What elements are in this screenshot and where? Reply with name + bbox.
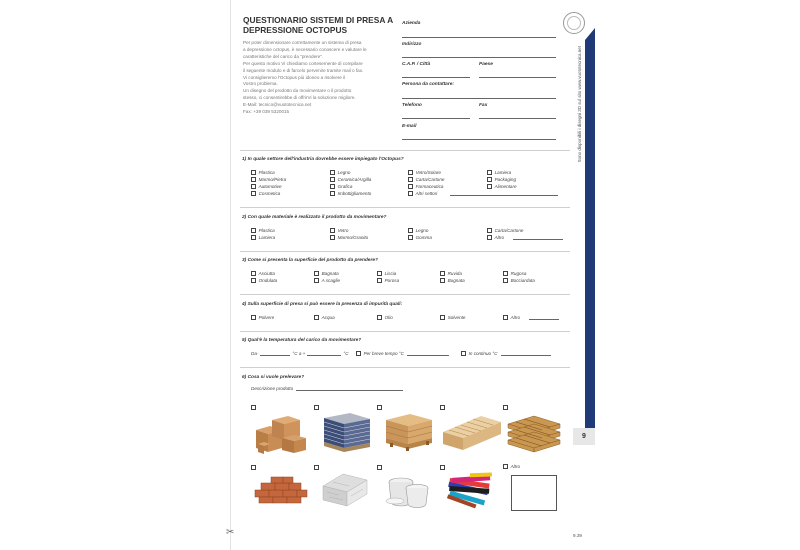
- option-label: Plastica: [258, 228, 275, 233]
- checkbox[interactable]: [503, 271, 508, 276]
- azienda-label: Azienda: [402, 21, 421, 26]
- option-label: Gomma: [415, 235, 432, 240]
- fax-label: Fax: [479, 103, 488, 108]
- q3-option[interactable]: [377, 278, 399, 283]
- side-color-bar: [585, 28, 595, 428]
- q1-option[interactable]: [408, 177, 444, 182]
- q3-option[interactable]: [440, 271, 462, 276]
- email-field[interactable]: [402, 139, 556, 140]
- checkbox[interactable]: [251, 228, 256, 233]
- checkbox[interactable]: [330, 170, 335, 175]
- q1-option[interactable]: [487, 184, 517, 189]
- q3-option[interactable]: [440, 278, 465, 283]
- q2-option[interactable]: [408, 235, 432, 240]
- q4-option[interactable]: [314, 315, 335, 320]
- option-label: In continuo °C: [468, 351, 498, 356]
- divider-q4: [240, 294, 570, 295]
- q2-option[interactable]: [251, 235, 275, 240]
- q2-option[interactable]: [487, 228, 523, 233]
- intro-paragraph: Per poter dimensionare correttamente un sistema di presa a depressione octopus, è necessario conoscere e valutare le caratteristiche del carico da "prendere". Per questo motivo Vi chiediamo cortesemente di compilare il seguente modulo e di farcelo pervenire tramite mail o fax. Vi consiglieremo l'Octopus più idoneo a risolvere il Vostro problema. Un disegno del prodotto da movimentare o il prodotto stesso, ci consentirebbe di offrirVi la soluzione migliore. E-Mail: tecnico@vuototecnica.net Fax: +39 039 5320015: [243, 40, 367, 115]
- altro-line[interactable]: [513, 236, 563, 240]
- unit-b-label: °C: [343, 351, 349, 356]
- page-title: QUESTIONARIO SISTEMI DI PRESA A DEPRESSIONE OCTOPUS: [243, 15, 393, 35]
- persona-label: Persona da contattare:: [402, 82, 454, 87]
- checkbox[interactable]: [251, 191, 256, 196]
- checkbox[interactable]: [487, 177, 492, 182]
- checkbox[interactable]: [330, 228, 335, 233]
- fax-field[interactable]: [479, 118, 556, 119]
- product-checkbox[interactable]: [251, 465, 256, 470]
- checkbox[interactable]: [440, 278, 445, 283]
- option-label: Ruvida: [447, 271, 462, 276]
- q4-option[interactable]: [503, 315, 559, 320]
- option-label: Altro: [510, 464, 521, 469]
- product-checkbox[interactable]: [314, 405, 319, 410]
- q1-option[interactable]: [487, 177, 516, 182]
- q1-option[interactable]: [251, 177, 286, 182]
- q5-question: 5) Qual'è la temperatura del carico da movimentare?: [242, 338, 362, 343]
- divider-q3: [240, 251, 570, 252]
- option-label: Polvere: [258, 315, 275, 320]
- checkbox[interactable]: [251, 315, 256, 320]
- checkbox[interactable]: [487, 184, 492, 189]
- checkbox[interactable]: [487, 170, 492, 175]
- q1-option[interactable]: [330, 170, 350, 175]
- color-swatches-fan-image: [444, 470, 500, 510]
- checkbox[interactable]: [503, 464, 508, 469]
- descrizione-label: Descrizione prodotto: [251, 386, 294, 391]
- checkbox[interactable]: [314, 278, 319, 283]
- telefono-label: Telefono: [402, 103, 422, 108]
- checkbox[interactable]: [377, 278, 382, 283]
- option-label: A scaglie: [321, 278, 341, 283]
- indirizzo-label: Indirizzo: [402, 42, 422, 47]
- side-vertical-text: Sono disponibili i disegni 3D sul sito www.vuototecnica.net: [577, 46, 582, 163]
- paese-field[interactable]: [479, 77, 556, 78]
- page-tab: 9: [573, 428, 595, 445]
- option-label: Vetro: [337, 228, 349, 233]
- option-label: Bagnata: [321, 271, 339, 276]
- option-label: Carta/Cartone: [415, 177, 445, 182]
- persona-field[interactable]: [402, 98, 556, 99]
- in-continuo-option[interactable]: [461, 351, 551, 356]
- option-label: Altro: [510, 315, 521, 320]
- q3-option[interactable]: [503, 278, 535, 283]
- q3-option[interactable]: [314, 278, 340, 283]
- checkbox[interactable]: [356, 351, 361, 356]
- stacked-tiles-image: [320, 410, 372, 455]
- product-checkbox[interactable]: [314, 465, 319, 470]
- q1-option[interactable]: [330, 177, 371, 182]
- option-label: Vetro/Solare: [415, 170, 441, 175]
- checkbox[interactable]: [314, 271, 319, 276]
- q6-altro-option[interactable]: [503, 464, 520, 469]
- checkbox[interactable]: [408, 184, 413, 189]
- option-label: Lamiera: [494, 170, 512, 175]
- divider-q1: [240, 150, 570, 151]
- altro-image-box[interactable]: [511, 475, 557, 511]
- option-label: Legno: [337, 170, 351, 175]
- option-label: Porosa: [384, 278, 400, 283]
- option-label: Altro: [494, 235, 505, 240]
- q4-option[interactable]: [440, 315, 465, 320]
- option-label: Marmo/Pietra: [258, 177, 287, 182]
- email-label: E-mail: [402, 124, 417, 129]
- q1-option[interactable]: [251, 170, 275, 175]
- q1-option[interactable]: [408, 170, 441, 175]
- indirizzo-field[interactable]: [402, 57, 556, 58]
- divider-q2: [240, 207, 570, 208]
- q6-question: 6) Cosa si vuole prelevare?: [242, 375, 305, 380]
- option-label: Ceramica/Argilla: [337, 177, 372, 182]
- per-breve-field[interactable]: [407, 352, 449, 356]
- descrizione-row: [251, 386, 403, 391]
- paese-label: Paese: [479, 62, 493, 67]
- per-breve-option[interactable]: [356, 351, 449, 356]
- product-checkbox[interactable]: [251, 405, 256, 410]
- outer-background: [0, 0, 230, 550]
- checkbox[interactable]: [503, 315, 508, 320]
- q3-option[interactable]: [377, 271, 396, 276]
- checkbox[interactable]: [314, 315, 319, 320]
- option-label: Altri settori: [415, 191, 438, 196]
- q2-option[interactable]: [408, 228, 428, 233]
- q1-option[interactable]: [251, 184, 282, 189]
- checkbox[interactable]: [251, 177, 256, 182]
- paint-buckets-image: [381, 468, 433, 510]
- azienda-field[interactable]: [402, 37, 556, 38]
- unit-a-label: °C a +: [292, 351, 306, 356]
- checkbox[interactable]: [251, 278, 256, 283]
- product-checkbox[interactable]: [377, 405, 382, 410]
- q1-option[interactable]: [330, 184, 352, 189]
- q1-option[interactable]: [487, 170, 511, 175]
- option-label: Alimentare: [494, 184, 517, 189]
- checkbox[interactable]: [251, 170, 256, 175]
- q3-question: 3) Come si presenta la superficie del prodotto da prendere?: [242, 258, 378, 263]
- option-label: Marmo/Granito: [337, 235, 369, 240]
- option-label: Imbottigliamento: [337, 191, 372, 196]
- option-label: Per breve tempo °C: [363, 351, 404, 356]
- option-label: Bocciardata: [510, 278, 535, 283]
- q3-option[interactable]: [314, 271, 339, 276]
- q2-option[interactable]: [251, 228, 275, 233]
- q4-option[interactable]: [251, 315, 274, 320]
- option-label: Liscia: [384, 271, 397, 276]
- option-label: Carta/Cartone: [494, 228, 524, 233]
- bricks-image: [251, 472, 311, 507]
- checkbox[interactable]: [461, 351, 466, 356]
- q1-question: 1) In quale settore dell'industria dovrebbe essere impiegato l'Octopus?: [242, 157, 404, 162]
- checkbox[interactable]: [487, 228, 492, 233]
- q4-question: 4) Sulla superficie di presa si può essere la presenza di impurità quali:: [242, 302, 403, 307]
- q2-option[interactable]: [330, 228, 348, 233]
- q2-question: 2) Con quale materiale è realizzato il prodotto da movimentare?: [242, 215, 387, 220]
- product-checkbox[interactable]: [503, 405, 508, 410]
- q1-option[interactable]: [330, 191, 371, 196]
- option-label: Grafica: [337, 184, 353, 189]
- brand-seal-inner: [567, 16, 581, 30]
- checkbox[interactable]: [440, 271, 445, 276]
- telefono-field[interactable]: [402, 118, 470, 119]
- checkbox[interactable]: [503, 278, 508, 283]
- temp-max-field[interactable]: [307, 352, 341, 356]
- option-label: Ondulata: [258, 278, 278, 283]
- checkbox[interactable]: [408, 228, 413, 233]
- option-label: Lamiera: [258, 235, 276, 240]
- checkbox[interactable]: [487, 235, 492, 240]
- da-label: Da-: [251, 351, 259, 356]
- option-label: Packaging: [494, 177, 517, 182]
- option-label: Solvente: [447, 315, 466, 320]
- checkbox[interactable]: [408, 170, 413, 175]
- cardboard-boxes-image: [250, 410, 312, 455]
- product-checkbox[interactable]: [440, 465, 445, 470]
- option-label: Legno: [415, 228, 429, 233]
- checkbox[interactable]: [251, 271, 256, 276]
- option-label: Plastica: [258, 170, 275, 175]
- divider-q6: [240, 367, 570, 368]
- page-code: 9.39: [573, 533, 582, 538]
- q3-option[interactable]: [503, 271, 526, 276]
- checkbox[interactable]: [377, 315, 382, 320]
- wooden-pallets-image: [504, 410, 564, 455]
- q3-option[interactable]: [251, 278, 277, 283]
- temp-min-field[interactable]: [260, 352, 290, 356]
- option-label: Olio: [384, 315, 393, 320]
- checkbox[interactable]: [330, 184, 335, 189]
- option-label: Rugosa: [510, 271, 527, 276]
- descrizione-field[interactable]: [296, 387, 403, 391]
- checkbox[interactable]: [408, 235, 413, 240]
- intro-text: [243, 40, 395, 116]
- divider-q5: [240, 331, 570, 332]
- product-checkbox[interactable]: [440, 405, 445, 410]
- altri-settori-line[interactable]: [450, 192, 558, 196]
- checkbox[interactable]: [330, 191, 335, 196]
- q2-option[interactable]: [330, 235, 368, 240]
- checkbox[interactable]: [251, 235, 256, 240]
- option-label: Farmaceutica: [415, 184, 444, 189]
- scissors-icon: ✂: [226, 527, 235, 538]
- option-label: Automotive: [258, 184, 282, 189]
- q1-option[interactable]: [408, 191, 558, 196]
- wooden-beams-image: [441, 410, 503, 455]
- option-label: Acqua: [321, 315, 335, 320]
- checkbox[interactable]: [251, 184, 256, 189]
- option-label: Cosmetica: [258, 191, 281, 196]
- stone-slabs-image: [319, 470, 373, 510]
- checkbox[interactable]: [330, 177, 335, 182]
- cap-citta-label: C.A.P. / Città: [402, 62, 431, 67]
- q3-option[interactable]: [251, 271, 275, 276]
- option-label: Asciutta: [258, 271, 275, 276]
- temperature-range-row: [251, 351, 349, 356]
- q1-option[interactable]: [408, 184, 443, 189]
- altro-line[interactable]: [529, 316, 559, 320]
- checkbox[interactable]: [408, 191, 413, 196]
- side-vertical-note: [577, 46, 584, 166]
- checkbox[interactable]: [440, 315, 445, 320]
- checkbox[interactable]: [377, 271, 382, 276]
- option-label: Bugnata: [447, 278, 465, 283]
- q1-option[interactable]: [251, 191, 280, 196]
- in-continuo-field[interactable]: [501, 352, 551, 356]
- wooden-pallet-loaded-image: [382, 410, 436, 455]
- q2-option[interactable]: [487, 235, 563, 240]
- cap-citta-field[interactable]: [402, 77, 470, 78]
- q4-option[interactable]: [377, 315, 393, 320]
- checkbox[interactable]: [408, 177, 413, 182]
- checkbox[interactable]: [330, 235, 335, 240]
